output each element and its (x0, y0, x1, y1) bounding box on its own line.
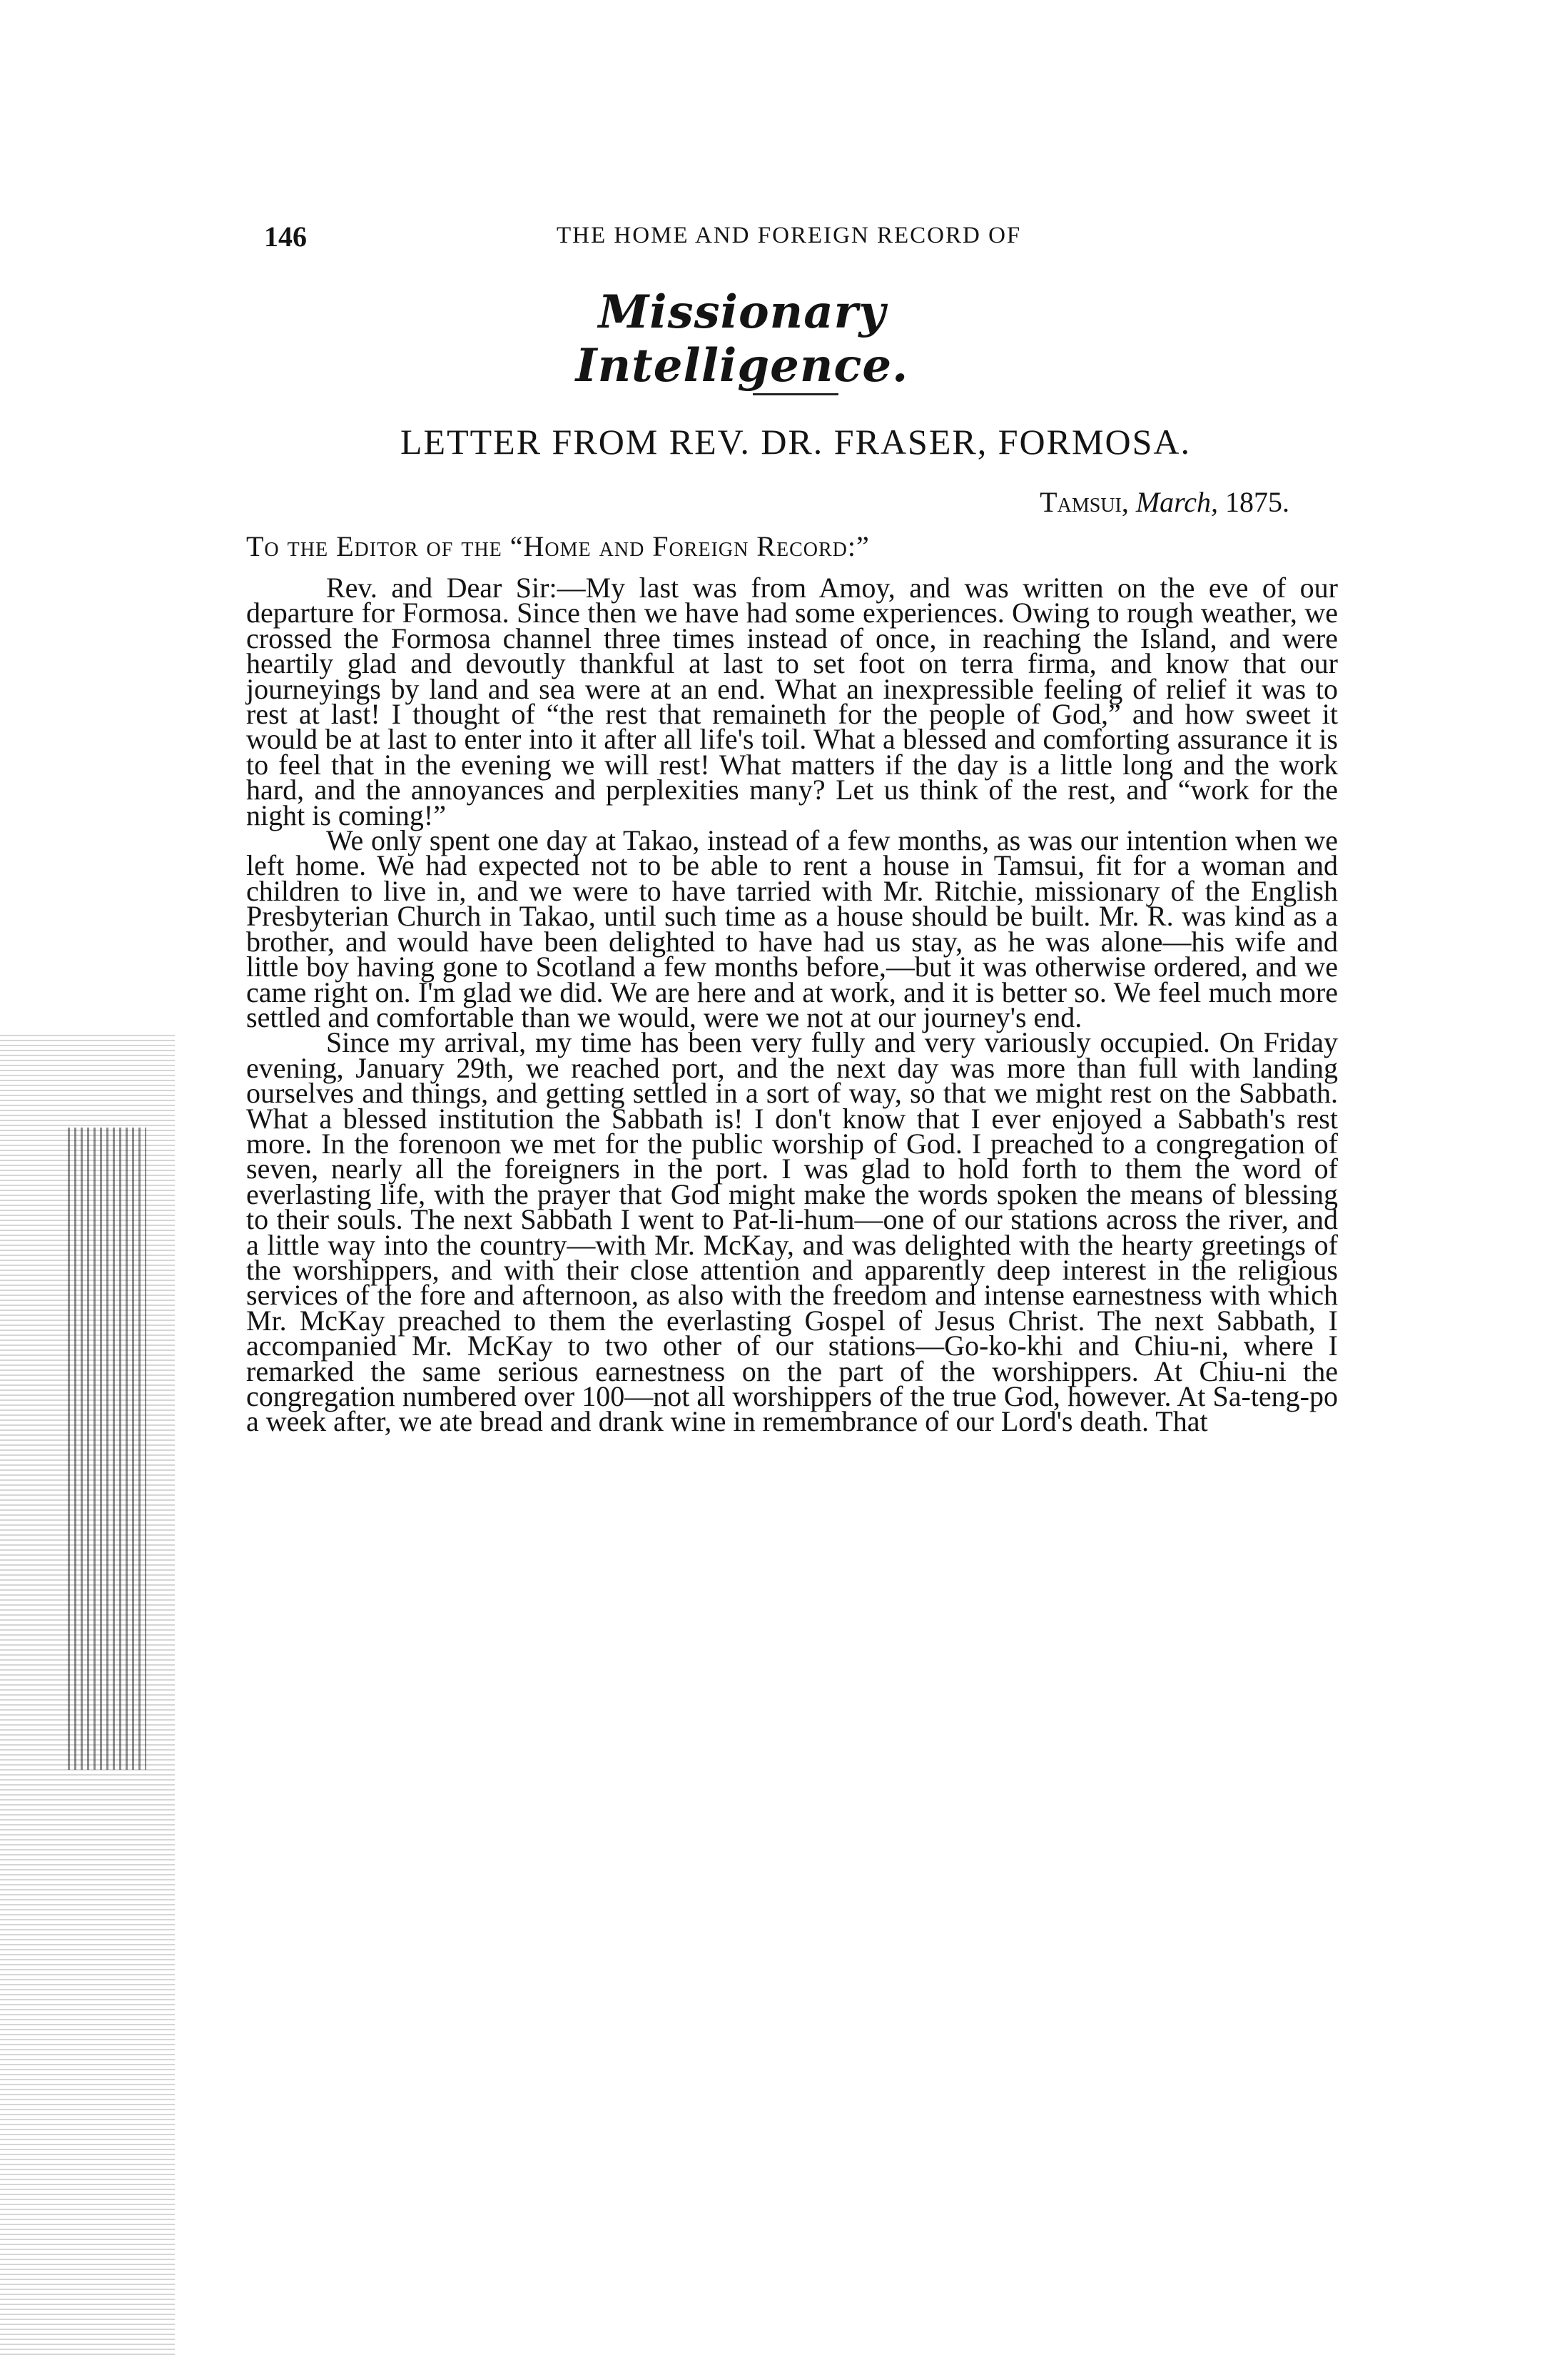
dateline-place: Tamsui, (1040, 486, 1129, 518)
paragraph: We only spent one day at Takao, instead of a few months, as was our intention when we left home. We had expected not to be able to rent a house in Tamsui, fit for a woman and children to live in, and we were to have tarried with Mr. Ritchie, missionary of the English Presbyterian Church in Takao, until such time as a house should be built. Mr. R. was kind as a brother, and would have been delighted to have had us stay, as he was alone—his wife and little boy having gone to Scotland a few months before,—but it was otherwise ordered, and we came right on. I'm glad we did. We are here and at work, and it is better so. We feel much more settled and comfortable than we would, were we not at our journey's end. (246, 824, 1338, 1033)
running-title: THE HOME AND FOREIGN RECORD OF (557, 223, 1022, 248)
page-number: 146 (264, 221, 307, 253)
letter-heading: LETTER FROM REV. DR. FRASER, FORMOSA. (400, 422, 1191, 462)
dateline-date: March, (1135, 486, 1218, 518)
dateline-year: 1875. (1225, 486, 1289, 518)
letter-body (246, 572, 1338, 1438)
salutation: To the Editor of the “Home and Foreign Record:” (246, 530, 870, 562)
paragraph: Rev. and Dear Sir:—My last was from Amoy, and was written on the eve of our departure for Formosa. Since then we have had some experiences. Owing to rough weather, we crossed the Formosa channel three times instead of once, in reaching the Island, and were heartily glad and devoutly thankful at last to set foot on terra firma, and know that our journeyings by land and sea were at an end. What an inexpressible feeling of relief it was to rest at last! I thought of “the rest that remaineth for the people of God,” and how sweet it would be at last to enter into it after all life's toil. What a blessed and comforting assurance it is to feel that in the evening we will rest! What matters if the day is a little long and the work hard, and the annoyances and perplexities many? Let us think of the rest, and “work for the night is coming!” (246, 572, 1338, 831)
dateline (1040, 485, 1289, 519)
title-rule (753, 393, 838, 395)
section-title: Missionary Intelligence. (575, 285, 909, 393)
scan-binding-shadow (68, 1128, 146, 1770)
paragraph: Since my arrival, my time has been very fully and very variously occupied. On Friday evening, January 29th, we reached port, and the next day was more than full with landing ourselves and things, and getting settled in a sort of way, so that we might rest on the Sabbath. What a blessed institution the Sabbath is! I don't know that I ever enjoyed a Sabbath's rest more. In the forenoon we met for the public worship of God. I preached to a congregation of seven, nearly all the foreigners in the port. I was glad to hold forth to them the word of everlasting life, with the prayer that God might make the words spoken the means of blessing to their souls. The next Sabbath I went to Pat-li-hum—one of our stations across the river, and a little way into the country—with Mr. McKay, and was delighted with the hearty greetings of the worshippers, and with their close attention and apparently deep interest in the religious services of the fore and afternoon, as also with the freedom and intense earnestness with which Mr. McKay preached to them the everlasting Gospel of Jesus Christ. The next Sabbath, I accompanied Mr. McKay to two other of our stations—Go-ko-khi and Chiu-ni, where I remarked the same serious earnestness on the part of the worshippers. At Chiu-ni the congregation numbered over 100—not all worshippers of the true God, however. At Sa-teng-po a week after, we ate bread and drank wine in remembrance of our Lord's death. That (246, 1026, 1338, 1438)
page-header (264, 220, 1327, 263)
